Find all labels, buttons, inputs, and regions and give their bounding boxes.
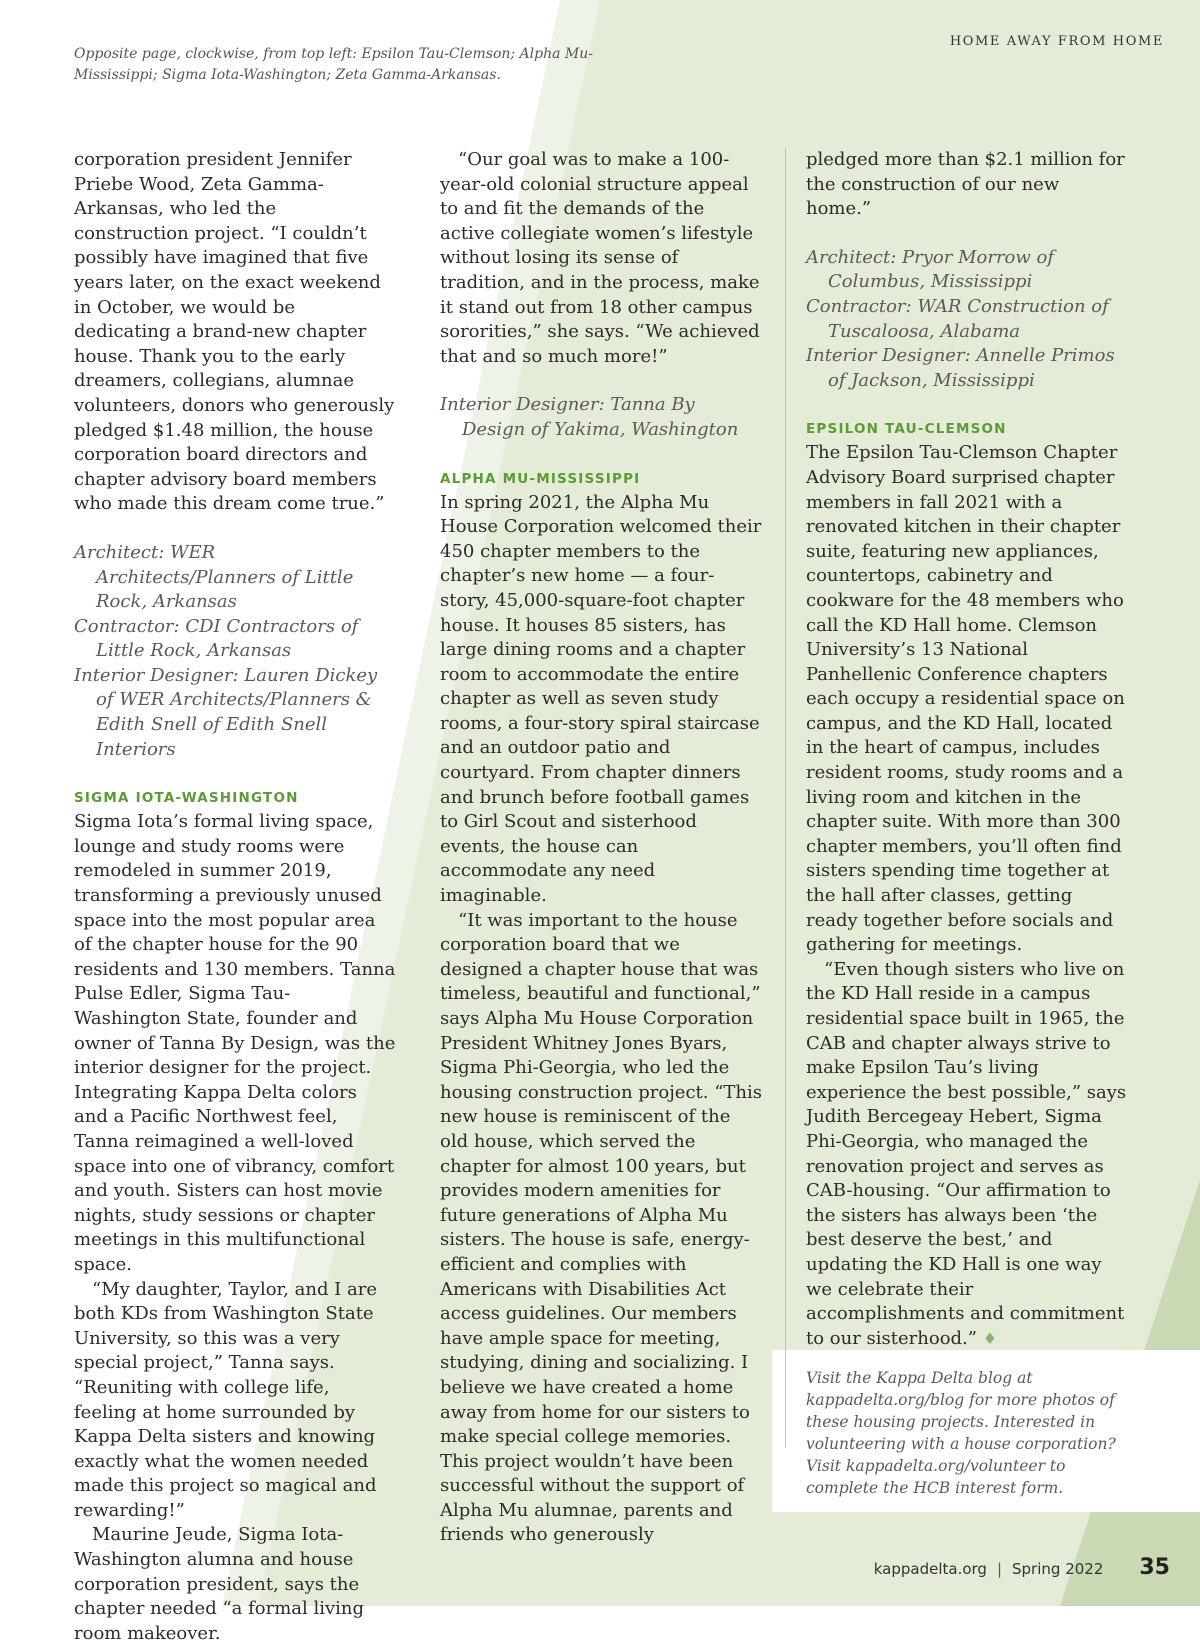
credit-architect: Architect: WER Architects/Planners of Little Rock, Arkansas xyxy=(74,541,354,613)
paragraph: “My daughter, Taylor, and I are both KDs from Washington State University, so this was a very special project,” Tanna says. “Reuniting with college life, feeling at home surrounded by Kappa Delta sisters and knowing exactly what the women needed made this project so magical and rewarding!” xyxy=(74,1278,378,1521)
paragraph: “It was important to the house corporation board that we designed a chapter house that was timeless, beautiful and functional,” says Alpha Mu House Corporation President Whitney Jones Byars, Sigma Phi-Georgia, who led the housing construction project. “This new house is reminiscent of the old house, which served the chapter for almost 100 years, but provides modern amenities for future generations of Alpha Mu sisters. The house is safe, energy-efficient and complies with Americans with Disabilities Act access guidelines. Our members have ample space for meeting, studying, dining and socializing. I believe we have created a home away from home for our sisters to make special college memories. This project wouldn’t have been successful without the support of Alpha Mu alumnae, parents and friends who generously xyxy=(440,909,763,1546)
paragraph: Sigma Iota’s formal living space, lounge and study rooms were remodeled in summer 2019, transforming a previously unused space into the most popular area of the chapter house for the 90 residents and 130 members. Tanna Pulse Edler, Sigma Tau-Washington State, founder and owner of Tanna By Design, was the interior designer for the project. Integrating Kappa Delta colors and a Pacific Northwest feel, Tanna reimagined a well-loved space into one of vibrancy, comfort and youth. Sisters can host movie nights, study sessions or chapter meetings in this multifunctional space. xyxy=(74,811,396,1275)
sidebar-note: Visit the Kappa Delta blog at kappadelta.org/blog for more photos of these housing projects. Interested in volunteering with a house corporation? Visit kappadelta.org/volunteer to complete the HCB interest form. xyxy=(806,1369,1116,1497)
footer-issue: Spring 2022 xyxy=(1012,1560,1104,1578)
credit-interior-designer: Interior Designer: Annelle Primos of Jackson, Mississippi xyxy=(806,345,1115,391)
section-heading: SIGMA IOTA-WASHINGTON xyxy=(74,790,299,807)
paragraph-text: “Even though sisters who live on the KD Hall reside in a campus residential space built in 1965, the CAB and chapter always strive to make Epsilon Tau’s living experience the best possible,” says Judith Bercegeay Hebert, Sigma Phi-Georgia, who managed the renovation project and serves as CAB-housing. “Our affirmation to the sisters has always been ‘the best deserve the best,’ and updating the KD Hall is one way we celebrate their accomplishments and commitment to our sisterhood.” xyxy=(806,958,1127,1349)
column-1 xyxy=(74,148,396,1646)
credit-interior-designer: Interior Designer: Tanna By Design of Yakima, Washington xyxy=(440,394,739,440)
paragraph: Maurine Jeude, Sigma Iota-Washington alumna and house corporation president, says the chapter needed “a formal living room makeover. xyxy=(74,1524,365,1644)
paragraph: In spring 2021, the Alpha Mu House Corporation welcomed their 450 chapter members to the chapter’s new home — a four-story, 45,000-square-foot chapter house. It houses 85 sisters, has large dining rooms and a chapter room to accommodate the entire chapter as well as seven study rooms, a four-story spiral staircase and an outdoor patio and courtyard. From chapter dinners and brunch before football games to Girl Scout and sisterhood events, the house can accommodate any need imaginable. xyxy=(440,491,762,907)
page-number: 35 xyxy=(1139,1555,1170,1580)
section-heading: ALPHA MU-MISSISSIPPI xyxy=(440,470,641,487)
credits xyxy=(440,393,762,442)
footer-separator: | xyxy=(996,1560,1003,1578)
paragraph: corporation president Jennifer Priebe Wood, Zeta Gamma-Arkansas, who led the construction project. “I couldn’t possibly have imagined that five years later, on the exact weekend in October, we would be dedicating a brand-new chapter house. Thank you to the early dreamers, collegians, alumnae volunteers, donors who generously pledged $1.48 million, the house corporation board directors and chapter advisory board members who made this dream come true.” xyxy=(74,149,395,515)
column-2 xyxy=(440,148,762,1548)
paragraph: pledged more than $2.1 million for the construction of our new home.” xyxy=(806,149,1125,220)
credit-contractor: Contractor: CDI Contractors of Little Rock, Arkansas xyxy=(74,615,359,662)
credit-contractor: Contractor: WAR Construction of Tuscaloosa, Alabama xyxy=(806,295,1109,342)
column-rule xyxy=(785,148,786,1448)
column-3 xyxy=(806,148,1128,1351)
credit-architect: Architect: Pryor Morrow of Columbus, Mississippi xyxy=(806,246,1055,293)
credit-interior-designer: Interior Designer: Lauren Dickey of WER Architects/Planners & Edith Snell of Edith Snell Interiors xyxy=(74,664,378,760)
credits xyxy=(74,541,396,762)
page-footer xyxy=(874,1555,1170,1580)
section-heading: EPSILON TAU-CLEMSON xyxy=(806,421,1007,438)
end-mark-diamond-icon: ♦ xyxy=(982,1328,998,1348)
running-head: HOME AWAY FROM HOME xyxy=(949,34,1164,49)
credits xyxy=(806,246,1128,394)
paragraph: The Epsilon Tau-Clemson Chapter Advisory Board surprised chapter members in fall 2021 with a renovated kitchen in their chapter suite, featuring new appliances, countertops, cabinetry and cookware for the 48 members who call the KD Hall home. Clemson University’s 13 National Panhellenic Conference chapters each occupy a residential space on campus, and the KD Hall, located in the heart of campus, includes resident rooms, study rooms and a living room and kitchen in the chapter suite. With more than 300 chapter members, you’ll often find sisters spending time together at the hall after classes, getting ready together before socials and gathering for meetings. xyxy=(806,442,1125,956)
photo-caption: Opposite page, clockwise, from top left: Epsilon Tau-Clemson; Alpha Mu-Mississippi; Sigma Iota-Washington; Zeta Gamma-Arkansas. xyxy=(74,46,593,83)
paragraph xyxy=(806,958,1128,1352)
footer-site: kappadelta.org xyxy=(873,1560,987,1578)
paragraph: “Our goal was to make a 100-year-old colonial structure appeal to and fit the demands of the active collegiate women’s lifestyle without losing its sense of tradition, and in the process, make it stand out from 18 other campus sororities,” she says. “We achieved that and so much more!” xyxy=(440,149,760,367)
